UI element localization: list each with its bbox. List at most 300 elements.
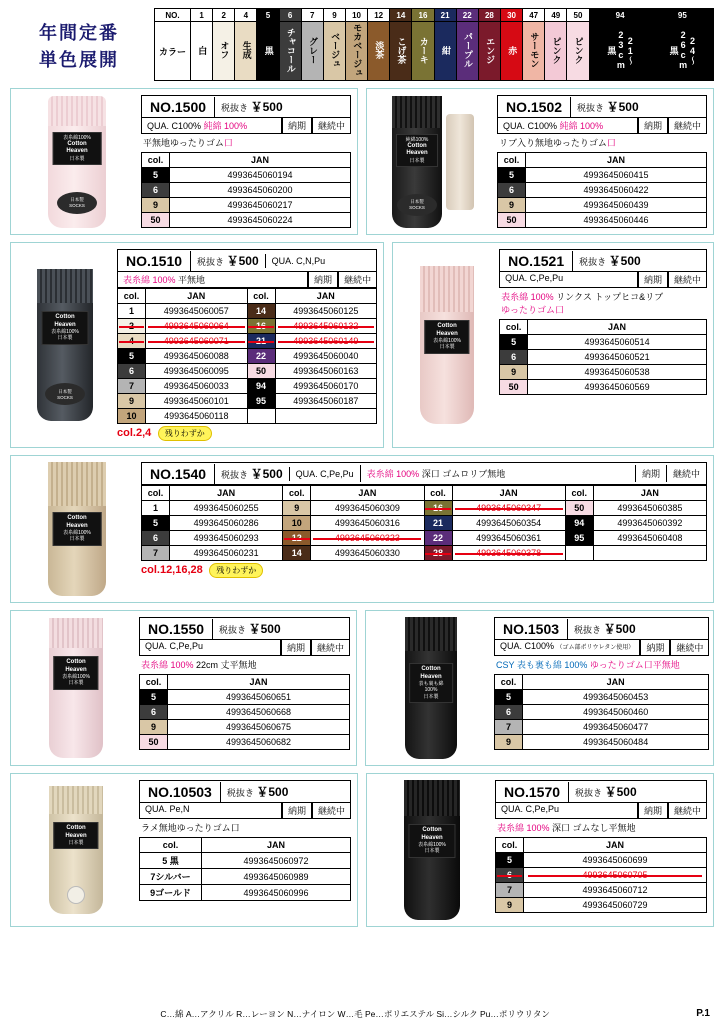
jan-col-cell: 50: [500, 380, 528, 395]
jan-code-cell: 4993645060231: [170, 546, 283, 561]
product-number: NO.1550: [140, 619, 213, 639]
qua-highlight: 純綿 100%: [559, 121, 604, 131]
jan-col-cell: 9: [496, 898, 524, 913]
photo-tag-brand: Cotton Heaven: [421, 827, 443, 841]
photo-tag-top: 表糸綿100%: [63, 134, 91, 141]
jan-col-cell: 5: [118, 349, 146, 364]
product-info-1503: [490, 617, 709, 759]
table-row: [118, 394, 377, 409]
col-header: col.: [498, 153, 526, 168]
product-card-10503[interactable]: [10, 773, 358, 927]
table-row: [140, 690, 350, 705]
jan-table-1540: [141, 485, 707, 561]
color-swatch-49: ピンク: [545, 22, 567, 81]
table-row: [495, 690, 709, 705]
jan-header: JAN: [311, 486, 424, 501]
col-header: col.: [140, 838, 202, 853]
delivery-value: 継続中: [338, 272, 377, 288]
jan-col-cell: 4: [118, 334, 146, 349]
color-swatch-5: 黒: [257, 22, 279, 81]
color-swatch-50: ピンク: [567, 22, 589, 81]
color-swatch-12: 淡茶: [368, 22, 390, 81]
jan-code-cell: 4993645060453: [523, 690, 709, 705]
jan-code-cell: 4993645060538: [528, 365, 707, 380]
delivery-value: 継続中: [312, 803, 351, 819]
jan-header: JAN: [593, 486, 706, 501]
product-price: 税抜き ￥500: [221, 100, 283, 114]
col-header: col.: [495, 675, 523, 690]
color-chart-no-7: 7: [301, 9, 323, 22]
color-swatch-9: ベージュ: [323, 22, 345, 81]
color-swatch-94: 21〜23cm 黒: [589, 22, 651, 81]
jan-code-cell: 4993645060293: [170, 531, 283, 546]
jan-table-1550: [139, 674, 350, 750]
photo-tag-bottom: 日本製: [69, 536, 85, 543]
product-qua: QUA. C100% （ゴム部ポリウレタン使用）: [494, 640, 640, 656]
qua-highlight: 表糸綿 100%: [501, 292, 554, 302]
product-photo-1570: [373, 780, 491, 920]
delivery-label: 納期: [640, 640, 670, 656]
product-photo-1503: [372, 617, 490, 759]
product-info-1570: [491, 780, 707, 920]
jan-col-cell: 6: [500, 350, 528, 365]
jan-code-cell: 4993645060347: [452, 501, 565, 516]
color-swatch-21: 紺: [434, 22, 456, 81]
product-desc-1510: 表糸綿 100% 平無地: [117, 272, 308, 288]
table-row: [118, 304, 377, 319]
jan-col-cell: 9: [140, 720, 168, 735]
product-price: 税抜き ￥500: [219, 622, 281, 636]
color-swatch-16: カーキ: [412, 22, 434, 81]
jan-header: JAN: [524, 838, 707, 853]
jan-col-cell: 22: [424, 531, 452, 546]
photo-tag-bottom: 日本製: [423, 693, 439, 700]
product-row-5: [10, 773, 714, 927]
product-desc-1521: 表糸綿 100% リンクス トップヒコ&リブ ゆったりゴム口: [501, 292, 664, 315]
table-row: [495, 720, 709, 735]
product-photo-1500: [17, 95, 137, 228]
product-card-1502[interactable]: [366, 88, 714, 235]
table-row: [140, 869, 351, 885]
product-photo-swatch: [446, 114, 474, 210]
product-info-1510: [113, 249, 377, 441]
color-swatch-6: チャコール: [279, 22, 301, 81]
product-subheader-1503: [494, 640, 709, 656]
photo-tag-brand: Cotton Heaven: [54, 314, 76, 328]
jan-code-cell: 4993645060033: [146, 379, 248, 394]
color-chart-no-9: 9: [323, 9, 345, 22]
product-qua: QUA. Pe,N: [139, 803, 282, 819]
delivery-label: 納期: [638, 118, 668, 134]
jan-code-cell: 4993645060422: [526, 183, 707, 198]
product-price: 税抜き ￥500: [574, 622, 636, 636]
photo-tag-brand: Cotton Heaven: [406, 142, 428, 157]
jan-col-cell: 5 黒: [140, 853, 202, 869]
jan-col-cell: 10: [283, 516, 311, 531]
product-card-1521[interactable]: [392, 242, 714, 448]
delivery-label: 納期: [282, 803, 312, 819]
color-chart-no-12: 12: [368, 9, 390, 22]
jan-code-cell: 4993645060200: [170, 183, 351, 198]
jan-header: JAN: [275, 289, 377, 304]
table-row: [140, 735, 350, 750]
photo-tag-brand: Cotton Heaven: [436, 323, 458, 337]
product-row-1: [10, 88, 714, 235]
photo-tag-top: 表糸綿100%: [51, 329, 79, 335]
jan-code-cell: 4993645060330: [311, 546, 424, 561]
color-swatch-7: グレー: [301, 22, 323, 81]
jan-code-cell: 4993645060088: [146, 349, 248, 364]
jan-col-cell: 50: [247, 364, 275, 379]
jan-col-cell: 6: [142, 531, 170, 546]
photo-tag-brand: Cotton Heaven: [66, 515, 88, 529]
jan-col-cell: 21: [247, 334, 275, 349]
jan-code-cell: 4993645060361: [452, 531, 565, 546]
product-desc-1500: 平無地ゆったりゴム口: [143, 138, 233, 148]
table-row: [118, 349, 377, 364]
table-row: [498, 213, 707, 228]
jan-col-cell: 9ゴールド: [140, 885, 202, 901]
page-footer: [0, 1008, 724, 1020]
product-price: 税抜き ￥500: [197, 254, 259, 268]
product-card-1510[interactable]: [10, 242, 384, 448]
photo-tag-brand: Cotton Heaven: [65, 825, 87, 839]
jan-code-cell: 4993645060217: [170, 198, 351, 213]
product-card-1503[interactable]: [365, 610, 714, 766]
jan-code-cell: 4993645060323: [311, 531, 424, 546]
jan-header: JAN: [168, 675, 350, 690]
col-header: col.: [140, 675, 168, 690]
jan-col-cell: 2: [118, 319, 146, 334]
product-header-1502: [497, 95, 707, 118]
jan-code-cell: [593, 546, 706, 561]
jan-table-1503: [494, 674, 709, 750]
table-row: [498, 183, 707, 198]
jan-col-cell: 14: [247, 304, 275, 319]
col-header: col.: [496, 838, 524, 853]
jan-col-cell: 6: [496, 868, 524, 883]
jan-code-cell: 4993645060378: [452, 546, 565, 561]
footer-legend: C…綿 A…アクリル R…レーヨン N…ナイロン W…毛 Pe…ポリエステル Si…シルク Pu…ポリウリタン: [160, 1009, 550, 1019]
table-row: [142, 531, 707, 546]
photo-tag-top: 表糸綿100%: [433, 338, 461, 344]
jan-col-cell: [247, 409, 275, 424]
product-subheader-1570: [495, 803, 707, 819]
jan-col-cell: 1: [118, 304, 146, 319]
jan-col-cell: 50: [142, 213, 170, 228]
jan-code-cell: 4993645060101: [146, 394, 248, 409]
jan-col-cell: 10: [118, 409, 146, 424]
product-price: 税抜き ￥500: [575, 785, 637, 799]
product-qua: QUA. C,Pe,Pu: [289, 467, 360, 481]
delivery-label: 納期: [282, 118, 312, 134]
product-note-row-1540: [141, 561, 707, 578]
jan-code-cell: 4993645060675: [168, 720, 350, 735]
jan-code-cell: 4993645060255: [170, 501, 283, 516]
table-row: [142, 168, 351, 183]
delivery-value: 継続中: [668, 803, 707, 819]
product-note: col.12,16,28: [141, 564, 203, 576]
jan-col-cell: 9: [495, 735, 523, 750]
color-chart-no-10: 10: [345, 9, 367, 22]
product-info-1500: [137, 95, 351, 228]
color-chart-no-94: 94: [589, 9, 651, 22]
table-row: [118, 409, 377, 424]
photo-oval-badge: 日本製 SOCKS: [45, 383, 85, 405]
product-header-1521: [499, 249, 707, 272]
table-row: [142, 183, 351, 198]
product-desc-1503: CSY 表も裏も綿 100% ゆったりゴム口平無地: [496, 660, 680, 670]
table-row: [500, 335, 707, 350]
col-header: col.: [142, 153, 170, 168]
product-header-1510: [117, 249, 377, 272]
jan-code-cell: 4993645060170: [275, 379, 377, 394]
product-row-3: [10, 455, 714, 603]
jan-code-cell: 4993645060996: [202, 885, 351, 901]
table-row: [118, 364, 377, 379]
jan-col-cell: 5: [140, 690, 168, 705]
product-note-row-1510: [117, 424, 377, 441]
color-swatch-4: 生成: [235, 22, 257, 81]
delivery-label: 納期: [638, 272, 668, 288]
color-chart-no-22: 22: [456, 9, 478, 22]
jan-code-cell: 4993645060682: [168, 735, 350, 750]
jan-code-cell: 4993645060729: [524, 898, 707, 913]
product-number: NO.1503: [495, 619, 568, 639]
color-chart-table: [154, 8, 714, 81]
jan-code-cell: 4993645060705: [524, 868, 707, 883]
table-row: [142, 198, 351, 213]
jan-code-cell: 4993645060224: [170, 213, 351, 228]
jan-col-cell: 95: [247, 394, 275, 409]
color-swatch-10: モカベージュ: [345, 22, 367, 81]
jan-code-cell: 4993645060163: [275, 364, 377, 379]
photo-tag-top: 表糸綿100%: [62, 674, 90, 680]
product-qua: QUA. C,Pe,Pu: [499, 272, 638, 288]
delivery-value: 継続中: [668, 272, 707, 288]
jan-col-cell: 6: [118, 364, 146, 379]
qua-highlight: 純綿 100%: [203, 121, 248, 131]
jan-code-cell: 4993645060699: [524, 853, 707, 868]
product-note: col.2,4: [117, 427, 152, 439]
delivery-value: 継続中: [668, 118, 707, 134]
product-number: NO.10503: [140, 782, 221, 802]
jan-code-cell: 4993645060118: [146, 409, 248, 424]
jan-header: JAN: [526, 153, 707, 168]
col-header: col.: [283, 486, 311, 501]
photo-tag-top: 表も裏も綿100%: [418, 681, 444, 694]
product-header-10503: [139, 780, 351, 803]
photo-oval-badge: 日本製 SOCKS: [397, 194, 437, 216]
table-row: [142, 213, 351, 228]
product-subheader-1550: [139, 640, 350, 656]
product-desc-1550: 表糸綿 100% 22cm 丈平無地: [141, 660, 257, 670]
product-row-2: [10, 242, 714, 448]
jan-col-cell: 50: [498, 213, 526, 228]
jan-code-cell: 4993645060187: [275, 394, 377, 409]
photo-tag-brand: Cotton Heaven: [66, 140, 88, 155]
product-photo-1540: [17, 462, 137, 596]
jan-code-cell: 4993645060132: [275, 319, 377, 334]
table-row: [500, 365, 707, 380]
jan-col-cell: 7: [142, 546, 170, 561]
product-desc-10503: ラメ無地ゆったりゴム口: [141, 823, 240, 833]
jan-col-cell: 14: [283, 546, 311, 561]
product-photo-1550: [17, 617, 135, 759]
col-header: col.: [500, 320, 528, 335]
product-header-1540: [141, 462, 707, 485]
jan-table-10503: [139, 837, 351, 901]
product-qua: QUA. C100% 純綿 100%: [497, 118, 638, 134]
product-info-1521: [495, 249, 707, 441]
jan-col-cell: 94: [565, 516, 593, 531]
product-subheader-10503: [139, 803, 351, 819]
product-desc-1540: 表糸綿 100% 深口 ゴムロリブ無地: [360, 465, 635, 482]
table-row: [140, 705, 350, 720]
jan-code-cell: 4993645060057: [146, 304, 248, 319]
jan-col-cell: 6: [140, 705, 168, 720]
color-chart-no-6: 6: [279, 9, 301, 22]
jan-code-cell: 4993645060569: [528, 380, 707, 395]
jan-col-cell: 21: [424, 516, 452, 531]
table-row: [140, 853, 351, 869]
jan-header: JAN: [202, 838, 351, 853]
product-photo-1521: [399, 249, 495, 441]
table-row: [140, 720, 350, 735]
stock-bubble: 残りわずか: [209, 563, 263, 578]
jan-col-cell: 9: [498, 198, 526, 213]
product-card-1540[interactable]: [10, 455, 714, 603]
color-chart-no-47: 47: [523, 9, 545, 22]
col-header: col.: [142, 486, 170, 501]
photo-tag-top: 純綿100%: [405, 136, 429, 143]
page-header: [10, 8, 714, 81]
product-desc-1570: 表糸綿 100% 深口 ゴムなし平無地: [497, 823, 636, 833]
jan-table-1510: [117, 288, 377, 424]
product-desc-1502: リブ入り無地ゆったりゴム口: [499, 138, 616, 148]
product-price: 税抜き ￥500: [221, 467, 283, 481]
photo-tag-bottom: 日本製: [57, 335, 73, 342]
jan-header: JAN: [170, 486, 283, 501]
table-row: [498, 198, 707, 213]
color-chart-no-16: 16: [412, 9, 434, 22]
table-row: [142, 516, 707, 531]
table-row: [500, 380, 707, 395]
color-chart-no-95: 95: [651, 9, 713, 22]
table-row: [498, 168, 707, 183]
delivery-value: 継続中: [311, 640, 350, 656]
jan-col-cell: 12: [283, 531, 311, 546]
product-number: NO.1510: [118, 251, 191, 271]
product-number: NO.1570: [496, 782, 569, 802]
table-row: [496, 898, 707, 913]
jan-col-cell: 95: [565, 531, 593, 546]
color-chart-no-5: 5: [257, 9, 279, 22]
photo-oval-badge: 日本製 SOCKS: [57, 192, 97, 214]
color-swatch-47: サーモン: [523, 22, 545, 81]
jan-code-cell: 4993645060477: [523, 720, 709, 735]
table-row: [500, 350, 707, 365]
product-subheader-1521: [499, 272, 707, 288]
table-row: [142, 546, 707, 561]
table-row: [496, 853, 707, 868]
jan-col-cell: 9: [142, 198, 170, 213]
color-chart-no-1: 1: [191, 9, 213, 22]
jan-code-cell: 4993645060446: [526, 213, 707, 228]
jan-header: JAN: [528, 320, 707, 335]
jan-header: JAN: [523, 675, 709, 690]
delivery-value: 継続中: [312, 118, 351, 134]
jan-table-1502: [497, 152, 707, 228]
delivery-label: 納期: [308, 272, 338, 288]
jan-col-cell: 5: [142, 516, 170, 531]
color-chart-no-2: 2: [213, 9, 235, 22]
delivery-label: 納期: [635, 465, 666, 482]
color-swatch-22: パープル: [456, 22, 478, 81]
jan-code-cell: 4993645060194: [170, 168, 351, 183]
color-chart-no-label: NO.: [155, 9, 191, 22]
product-card-1500[interactable]: [10, 88, 358, 235]
product-row-4: [10, 610, 714, 766]
product-subheader-1500: [141, 118, 351, 134]
jan-col-cell: 16: [247, 319, 275, 334]
page-title-line1: 年間定番: [39, 23, 119, 44]
jan-code-cell: 4993645060484: [523, 735, 709, 750]
jan-header: JAN: [452, 486, 565, 501]
page-title: [10, 8, 148, 74]
jan-code-cell: [275, 409, 377, 424]
color-swatch-14: こげ茶: [390, 22, 412, 81]
jan-col-cell: 6: [498, 183, 526, 198]
jan-code-cell: 4993645060712: [524, 883, 707, 898]
page-number: P.1: [696, 1008, 710, 1019]
product-header-1503: [494, 617, 709, 640]
jan-col-cell: 5: [496, 853, 524, 868]
product-number: NO.1540: [142, 464, 215, 484]
jan-code-cell: 4993645060514: [528, 335, 707, 350]
jan-code-cell: 4993645060354: [452, 516, 565, 531]
jan-code-cell: 4993645060316: [311, 516, 424, 531]
jan-code-cell: 4993645060521: [528, 350, 707, 365]
table-row: [495, 705, 709, 720]
product-card-1550[interactable]: [10, 610, 357, 766]
product-subheader-1510: [117, 272, 377, 288]
product-header-1550: [139, 617, 350, 640]
photo-tag-bottom: 日本製: [68, 840, 84, 846]
color-chart-color-label: カラー: [155, 22, 191, 81]
jan-code-cell: 4993645060095: [146, 364, 248, 379]
qua-highlight: 表糸綿 100%: [366, 469, 420, 479]
product-card-1570[interactable]: [366, 773, 714, 927]
photo-tag-bottom: 日本製: [68, 680, 84, 687]
col-header: col.: [424, 486, 452, 501]
product-header-1500: [141, 95, 351, 118]
jan-code-cell: 4993645060040: [275, 349, 377, 364]
jan-col-cell: 1: [142, 501, 170, 516]
jan-header: JAN: [170, 153, 351, 168]
photo-tag-bottom: 日本製: [424, 848, 440, 855]
color-chart-no-30: 30: [500, 9, 522, 22]
jan-col-cell: 5: [500, 335, 528, 350]
color-swatch-1: 白: [191, 22, 213, 81]
color-chart-no-4: 4: [235, 9, 257, 22]
jan-col-cell: 9: [118, 394, 146, 409]
jan-code-cell: 4993645060460: [523, 705, 709, 720]
col-header: col.: [247, 289, 275, 304]
product-number: NO.1500: [142, 97, 215, 117]
stock-bubble: 残りわずか: [158, 426, 212, 441]
photo-tag-brand: Cotton Heaven: [420, 666, 442, 680]
